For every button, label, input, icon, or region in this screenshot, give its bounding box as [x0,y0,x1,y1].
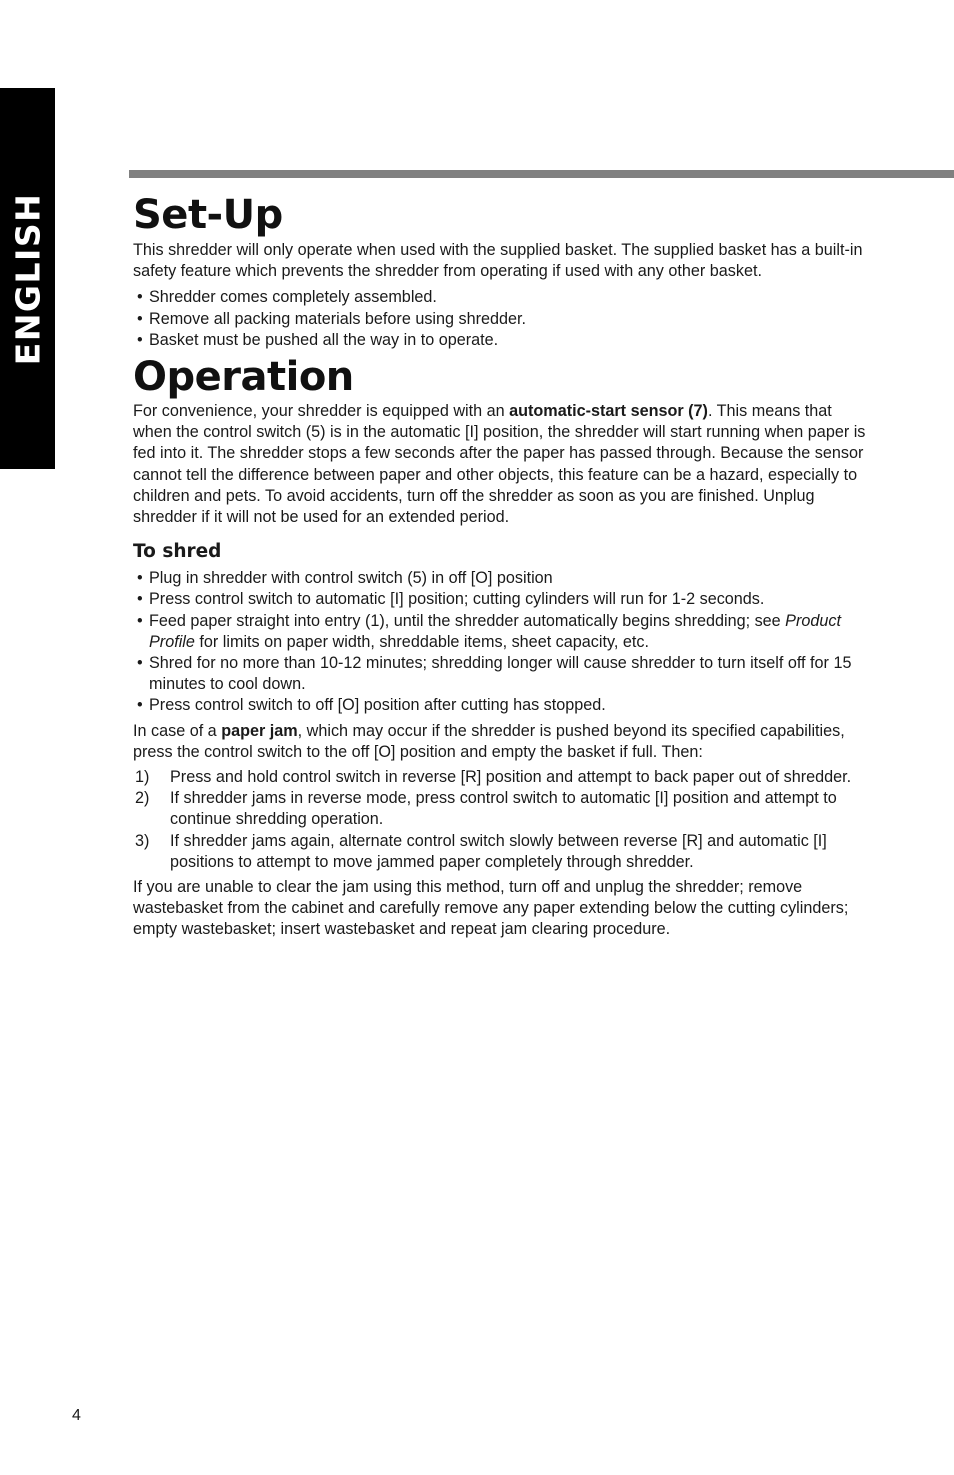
to-shred-section [133,540,868,716]
jam-steps-list [133,767,868,873]
jam-text-start: In case of a [133,721,222,740]
list-item: • Plug in shredder with control switch (5) in off [O] position [133,568,868,589]
step-text: If shredder jams in reverse mode, press control switch to automatic [I] position and attempt to continue shredding operation. [170,789,837,829]
operation-text-end: . This means that when the control switch (5) is in the automatic [I] position, the shredder will start running when paper is fed into it. The shredder stops a few seconds after the paper has passed through. Because the sensor cannot tell the difference between paper and other objects, this feature can be a hazard, especially to children and pets. To avoid accidents, turn off the shredder as soon as you are finished. Unplug shredder if it will not be used for an extended period. [133,402,866,527]
setup-heading: Set-Up [133,192,283,238]
language-side-tab [0,88,55,469]
setup-intro: This shredder will only operate when used with the supplied basket. The supplied basket has a built-in safety feature which prevents the shredder from operating if used with any other basket. [133,241,863,281]
list-item [133,831,868,873]
step-number: 2) [135,789,150,808]
list-item: • Shred for no more than 10-12 minutes; shredding longer will cause shredder to turn itself off for 15 minutes to cool down. [133,653,868,695]
feed-text-end: for limits on paper width, shreddable items, sheet capacity, etc. [194,632,649,651]
jam-text-end: , which may occur if the shredder is pushed beyond its specified capabilities, press the control switch to the off [O] position and empty the basket if full. Then: [133,721,845,761]
operation-paragraph [133,401,868,528]
list-item: • Press control switch to automatic [I] position; cutting cylinders will run for 1-2 seconds. [133,589,868,610]
list-item: • Basket must be pushed all the way in to operate. [133,330,868,351]
list-item [133,611,868,653]
operation-heading: Operation [133,354,354,401]
operation-text-start: For convenience, your shredder is equipped with an [133,402,510,421]
list-item: • Shredder comes completely assembled. [133,287,868,308]
page-content [133,190,868,941]
header-rule [129,170,954,178]
operation-section [133,353,868,528]
list-item [133,788,868,830]
list-item [133,767,868,788]
setup-bullet-list [133,287,868,351]
jam-closing-paragraph: If you are unable to clear the jam using this method, turn off and unplug the shredder; remove wastebasket from the cabinet and carefully remove any paper extending below the cutting cylinders; empty wastebasket; insert wastebasket and repeat jam clearing procedure. [133,878,849,939]
list-item: • Press control switch to off [O] position after cutting has stopped. [133,695,868,716]
sensor-emphasis: automatic-start sensor (7) [509,402,708,421]
setup-section [133,190,868,351]
step-number: 1) [135,768,150,787]
to-shred-bullet-list [133,568,868,716]
page-number: 4 [72,1407,81,1424]
step-number: 3) [135,831,150,850]
paper-jam-emphasis: paper jam [221,721,298,740]
jam-intro [133,721,868,763]
feed-text-start: Feed paper straight into entry (1), until the shredder automatically begins shredding; see [149,611,786,630]
product-profile-reference: Product Profile [149,611,841,651]
paper-jam-section [133,721,868,941]
to-shred-heading: To shred [133,541,222,563]
language-tab-label: ENGLISH [8,192,47,365]
step-text: Press and hold control switch in reverse [R] position and attempt to back paper out of shredder. [170,768,852,787]
list-item: • Remove all packing materials before using shredder. [133,309,868,330]
step-text: If shredder jams again, alternate control switch slowly between reverse [R] and automatic [I] positions to attempt to move jammed paper completely through shredder. [170,831,827,871]
